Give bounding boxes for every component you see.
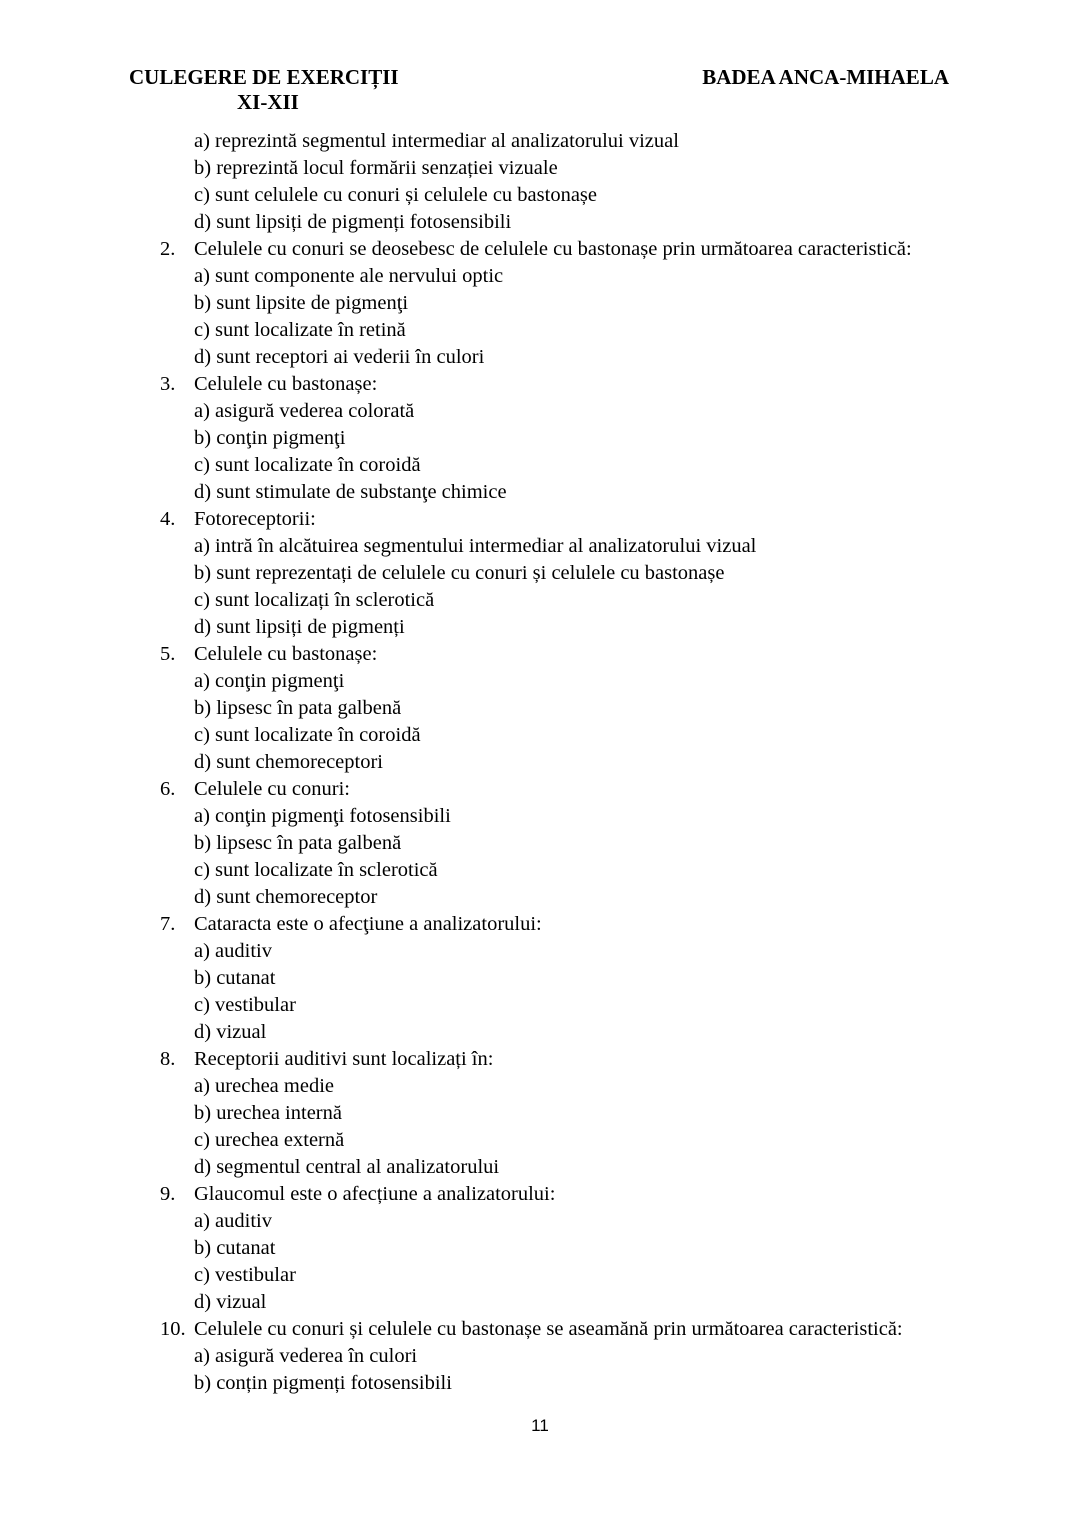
option-line: b) urechea internă	[194, 1102, 342, 1124]
question	[160, 1316, 980, 1343]
option-line: b) sunt lipsite de pigmenţi	[194, 292, 409, 314]
question-number: 5.	[160, 643, 176, 665]
option-line: a) intră în alcătuirea segmentului intermediar al analizatorului vizual	[194, 535, 757, 557]
option-line: a) asigură vederea în culori	[194, 1345, 418, 1367]
question-number: 4.	[160, 508, 176, 530]
question-text: Celulele cu conuri se deosebesc de celulele cu bastonașe prin următoarea caracteristică:	[194, 238, 912, 260]
option-line: d) vizual	[194, 1291, 267, 1313]
question	[160, 1181, 980, 1208]
question-number: 3.	[160, 373, 176, 395]
option-line: d) vizual	[194, 1021, 267, 1043]
option-line: a) conţin pigmenţi	[194, 670, 345, 692]
option-line: c) urechea externă	[194, 1129, 345, 1151]
question-number: 2.	[160, 238, 176, 260]
question	[160, 911, 980, 938]
option-line: b) cutanat	[194, 967, 276, 989]
option-line: c) sunt localizate în coroidă	[194, 724, 421, 746]
question-number: 10.	[160, 1318, 186, 1340]
option-line: a) sunt componente ale nervului optic	[194, 265, 504, 287]
option-line: a) urechea medie	[194, 1075, 334, 1097]
question-number: 8.	[160, 1048, 176, 1070]
question-text: Celulele cu conuri:	[194, 778, 350, 800]
option-line: d) sunt lipsiți de pigmenți	[194, 616, 405, 638]
option-line: c) vestibular	[194, 994, 296, 1016]
question	[160, 641, 980, 668]
option-line: c) sunt localizate în retină	[194, 319, 406, 341]
option-line: b) conțin pigmenți fotosensibili	[194, 1372, 452, 1394]
option-line: c) vestibular	[194, 1264, 296, 1286]
option-line: c) sunt localizate în sclerotică	[194, 859, 438, 881]
question	[160, 506, 980, 533]
question-text: Fotoreceptorii:	[194, 508, 316, 530]
question	[160, 1046, 980, 1073]
option-line: b) lipsesc în pata galbenă	[194, 832, 402, 854]
option-line: d) sunt lipsiți de pigmenți fotosensibili	[194, 211, 512, 233]
option-line: b) lipsesc în pata galbenă	[194, 697, 402, 719]
option-line: b) sunt reprezentați de celulele cu conuri și celulele cu bastonașe	[194, 562, 725, 584]
option-line: d) sunt stimulate de substanţe chimice	[194, 481, 507, 503]
option-line: a) conţin pigmenţi fotosensibili	[194, 805, 451, 827]
option-line: d) sunt receptori ai vederii în culori	[194, 346, 485, 368]
question-text: Celulele cu conuri și celulele cu bastonașe se aseamănă prin următoarea caracteristică:	[194, 1318, 903, 1340]
question-number: 6.	[160, 778, 176, 800]
question	[160, 776, 980, 803]
option-line: a) auditiv	[194, 1210, 272, 1232]
option-line: c) sunt localizate în coroidă	[194, 454, 421, 476]
option-line: b) conţin pigmenţi	[194, 427, 346, 449]
question-number: 7.	[160, 913, 176, 935]
option-line: d) segmentul central al analizatorului	[194, 1156, 500, 1178]
option-line: b) reprezintă locul formării senzației vizuale	[194, 157, 558, 179]
document-title: CULEGERE DE EXERCIȚII	[129, 65, 399, 89]
option-line: c) sunt celulele cu conuri și celulele cu bastonașe	[194, 184, 598, 206]
question-text: Glaucomul este o afecțiune a analizatorului:	[194, 1183, 556, 1205]
question	[160, 371, 980, 398]
option-line: a) reprezintă segmentul intermediar al analizatorului vizual	[194, 130, 679, 152]
exercise-list	[160, 128, 980, 1397]
option-line: a) asigură vederea colorată	[194, 400, 415, 422]
document-subtitle: XI-XII	[237, 90, 299, 114]
author-name: BADEA ANCA-MIHAELA	[702, 65, 949, 89]
question-number: 9.	[160, 1183, 176, 1205]
question-text: Receptorii auditivi sunt localizați în:	[194, 1048, 494, 1070]
option-line: d) sunt chemoreceptor	[194, 886, 378, 908]
option-line: b) cutanat	[194, 1237, 276, 1259]
page-number: 11	[531, 1416, 549, 1435]
option-line: d) sunt chemoreceptori	[194, 751, 383, 773]
option-line: c) sunt localizați în sclerotică	[194, 589, 435, 611]
option-line: a) auditiv	[194, 940, 272, 962]
question-text: Celulele cu bastonașe:	[194, 643, 378, 665]
question	[160, 236, 980, 263]
question-text: Celulele cu bastonașe:	[194, 373, 378, 395]
question-text: Cataracta este o afecţiune a analizatorului:	[194, 913, 542, 935]
